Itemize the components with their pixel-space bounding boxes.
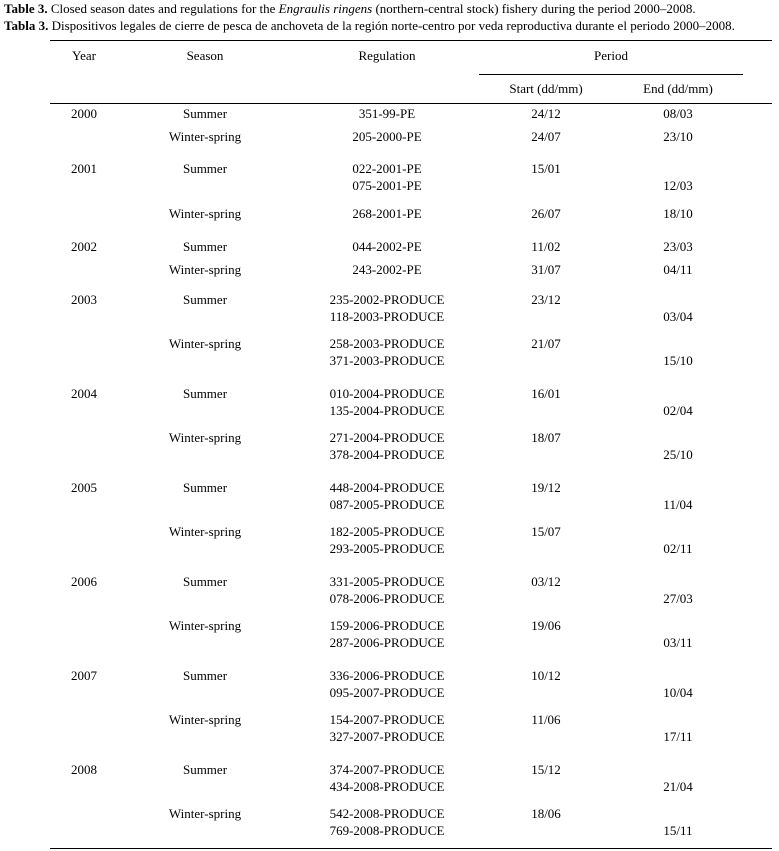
row-season: Summer — [182, 292, 228, 307]
header-regulation: Regulation — [358, 48, 416, 63]
row-regulation: 351-99-PE — [358, 106, 416, 121]
row-start-date: 11/02 — [531, 239, 561, 254]
row-season: Winter-spring — [168, 336, 242, 351]
caption-english-species: Engraulis ringens — [278, 1, 373, 16]
row-end-date: 21/04 — [663, 779, 693, 794]
row-regulation: 095-2007-PRODUCE — [329, 685, 445, 700]
row-end-date: 25/10 — [663, 447, 693, 462]
row-year: 2006 — [71, 574, 97, 589]
row-season: Winter-spring — [168, 262, 242, 277]
row-season: Winter-spring — [168, 806, 242, 821]
row-regulation: 268-2001-PE — [352, 206, 422, 221]
table-top-rule — [50, 40, 772, 41]
row-season: Summer — [182, 668, 228, 683]
header-bottom-rule — [50, 103, 772, 104]
row-start-date: 15/12 — [531, 762, 561, 777]
row-season: Winter-spring — [168, 206, 242, 221]
row-regulation: 336-2006-PRODUCE — [329, 668, 445, 683]
row-regulation: 182-2005-PRODUCE — [329, 524, 445, 539]
row-end-date: 27/03 — [663, 591, 693, 606]
row-start-date: 11/06 — [531, 712, 561, 727]
row-start-date: 16/01 — [531, 386, 561, 401]
row-season: Winter-spring — [168, 712, 242, 727]
row-regulation: 287-2006-PRODUCE — [329, 635, 445, 650]
row-end-date: 04/11 — [663, 262, 693, 277]
row-start-date: 21/07 — [531, 336, 561, 351]
row-end-date: 23/10 — [663, 129, 693, 144]
row-season: Winter-spring — [168, 524, 242, 539]
row-start-date: 15/07 — [531, 524, 561, 539]
row-year: 2004 — [71, 386, 97, 401]
row-start-date: 10/12 — [531, 668, 561, 683]
row-start-date: 19/06 — [531, 618, 561, 633]
row-season: Summer — [182, 161, 228, 176]
row-end-date: 03/11 — [663, 635, 693, 650]
header-year: Year — [72, 48, 96, 63]
row-regulation: 371-2003-PRODUCE — [329, 353, 445, 368]
row-end-date: 08/03 — [663, 106, 693, 121]
row-end-date: 10/04 — [663, 685, 693, 700]
row-year: 2008 — [71, 762, 97, 777]
row-season: Summer — [182, 106, 228, 121]
row-year: 2000 — [71, 106, 97, 121]
row-season: Winter-spring — [168, 129, 242, 144]
row-regulation: 154-2007-PRODUCE — [329, 712, 445, 727]
caption-spanish — [4, 18, 735, 34]
row-year: 2005 — [71, 480, 97, 495]
row-season: Summer — [182, 574, 228, 589]
row-regulation: 022-2001-PE — [352, 161, 422, 176]
row-end-date: 15/11 — [663, 823, 693, 838]
row-regulation: 293-2005-PRODUCE — [329, 541, 445, 556]
row-start-date: 24/07 — [531, 129, 561, 144]
row-season: Summer — [182, 386, 228, 401]
row-year: 2001 — [71, 161, 97, 176]
row-year: 2002 — [71, 239, 97, 254]
row-end-date: 23/03 — [663, 239, 693, 254]
row-start-date: 18/06 — [531, 806, 561, 821]
caption-english-post: (northern-central stock) fishery during the period 2000–2008. — [372, 1, 696, 16]
row-year: 2003 — [71, 292, 97, 307]
header-end: End (dd/mm) — [643, 81, 713, 96]
caption-english-label: Table 3. — [4, 1, 48, 16]
row-start-date: 18/07 — [531, 430, 561, 445]
row-start-date: 24/12 — [531, 106, 561, 121]
row-regulation: 159-2006-PRODUCE — [329, 618, 445, 633]
period-subheader-rule — [479, 74, 743, 75]
row-season: Summer — [182, 239, 228, 254]
row-start-date: 26/07 — [531, 206, 561, 221]
row-start-date: 31/07 — [531, 262, 561, 277]
row-regulation: 044-2002-PE — [352, 239, 422, 254]
row-regulation: 374-2007-PRODUCE — [329, 762, 445, 777]
row-regulation: 769-2008-PRODUCE — [329, 823, 445, 838]
row-regulation: 118-2003-PRODUCE — [329, 309, 445, 324]
row-start-date: 15/01 — [531, 161, 561, 176]
row-year: 2007 — [71, 668, 97, 683]
row-regulation: 075-2001-PE — [352, 178, 422, 193]
caption-spanish-label: Tabla 3. — [4, 18, 49, 33]
row-end-date: 11/04 — [663, 497, 693, 512]
row-start-date: 19/12 — [531, 480, 561, 495]
row-regulation: 271-2004-PRODUCE — [329, 430, 445, 445]
row-regulation: 258-2003-PRODUCE — [329, 336, 445, 351]
row-season: Summer — [182, 762, 228, 777]
row-end-date: 18/10 — [663, 206, 693, 221]
row-end-date: 02/04 — [663, 403, 693, 418]
row-regulation: 331-2005-PRODUCE — [329, 574, 445, 589]
row-end-date: 15/10 — [663, 353, 693, 368]
row-regulation: 135-2004-PRODUCE — [329, 403, 445, 418]
row-season: Winter-spring — [168, 430, 242, 445]
caption-english — [4, 1, 696, 17]
row-end-date: 17/11 — [663, 729, 693, 744]
row-regulation: 205-2000-PE — [352, 129, 422, 144]
row-regulation: 378-2004-PRODUCE — [329, 447, 445, 462]
row-end-date: 12/03 — [663, 178, 693, 193]
row-regulation: 087-2005-PRODUCE — [329, 497, 445, 512]
row-regulation: 010-2004-PRODUCE — [329, 386, 445, 401]
row-regulation: 434-2008-PRODUCE — [329, 779, 445, 794]
caption-spanish-text: Dispositivos legales de cierre de pesca de anchoveta de la región norte-centro por veda reproductiva durante el periodo 2000–2008. — [48, 18, 735, 33]
row-regulation: 448-2004-PRODUCE — [329, 480, 445, 495]
row-regulation: 327-2007-PRODUCE — [329, 729, 445, 744]
header-season: Season — [186, 48, 224, 63]
row-regulation: 078-2006-PRODUCE — [329, 591, 445, 606]
row-start-date: 03/12 — [531, 574, 561, 589]
row-regulation: 243-2002-PE — [352, 262, 422, 277]
row-season: Winter-spring — [168, 618, 242, 633]
header-start: Start (dd/mm) — [509, 81, 583, 96]
row-end-date: 02/11 — [663, 541, 693, 556]
caption-english-pre: Closed season dates and regulations for the — [47, 1, 279, 16]
row-end-date: 03/04 — [663, 309, 693, 324]
row-start-date: 23/12 — [531, 292, 561, 307]
row-season: Summer — [182, 480, 228, 495]
row-regulation: 542-2008-PRODUCE — [329, 806, 445, 821]
table-bottom-rule — [50, 848, 772, 849]
row-regulation: 235-2002-PRODUCE — [329, 292, 445, 307]
header-period: Period — [594, 48, 628, 63]
